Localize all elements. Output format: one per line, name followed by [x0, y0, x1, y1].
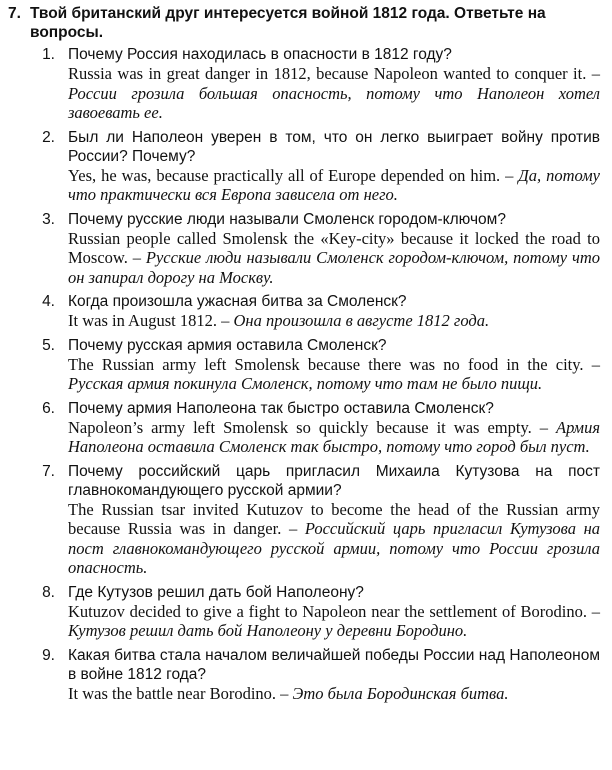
item-number: 7.	[42, 462, 55, 480]
answer-block	[68, 418, 600, 457]
question-text: Был ли Наполеон уверен в том, что он легко выиграет войну против России? Почему?	[68, 128, 600, 165]
list-item	[8, 45, 600, 123]
task-number: 7.	[8, 5, 21, 22]
translation-text: Русская армия покинула Смоленск, потому что там не было пищи.	[68, 374, 543, 393]
answer-text: It was in August 1812. –	[68, 311, 234, 330]
answer-block	[68, 64, 600, 123]
answer-text: Napoleon’s army left Smolensk so quickly because it was empty. –	[68, 417, 557, 437]
item-number: 8.	[42, 583, 55, 601]
answer-block	[68, 166, 600, 205]
task-instruction: Твой британский друг интересуется войной 1812 года. Ответьте на вопросы.	[30, 5, 546, 41]
item-number: 2.	[42, 128, 55, 146]
translation-text: Кутузов решил дать бой Наполеону у деревни Бородино.	[68, 621, 468, 640]
item-number: 9.	[42, 646, 55, 664]
translation-text: Армия Наполеона оставила Смоленск так быстро, потому что город был пуст.	[68, 417, 600, 456]
item-number: 1.	[42, 46, 55, 63]
answer-text: Yes, he was, because practically all of Europe depended on him. –	[68, 165, 519, 185]
answer-block	[68, 500, 600, 578]
answer-text: The Russian tsar invited Kutuzov to become the head of the Russian army because Russia was in danger. –	[68, 499, 600, 538]
translation-text: Она произошла в августе 1812 года.	[233, 311, 490, 330]
question-text: Почему Россия находилась в опасности в 1812 году?	[68, 46, 452, 63]
answer-block	[68, 602, 600, 641]
answer-text: The Russian army left Smolensk because there was no food in the city. –	[68, 354, 600, 374]
item-body	[68, 399, 600, 457]
item-body	[68, 292, 600, 331]
question-list	[8, 45, 600, 703]
translation-text: России грозила большая опасность, потому что Наполеон хотел завоевать ее.	[68, 83, 600, 122]
answer-text: Kutuzov decided to give a fight to Napoleon near the settlement of Borodino. –	[68, 601, 600, 621]
translation-text: Русские люди называли Смоленск городом-ключом, потому что он запирал дорогу на Москву.	[68, 248, 600, 287]
translation-text: Это была Бородинская битва.	[292, 683, 509, 703]
answer-block	[68, 311, 600, 331]
translation-text: Российский царь пригласил Кутузова на пост главнокомандующего русской армии, потому что России грозила опасность.	[68, 519, 601, 577]
list-item	[8, 292, 600, 331]
item-body	[68, 336, 600, 394]
question-text: Где Кутузов решил дать бой Наполеону?	[68, 583, 364, 601]
item-body	[68, 210, 600, 288]
list-item	[8, 210, 600, 288]
list-item	[8, 336, 600, 394]
translation-text: Да, потому что практически вся Европа зависела от него.	[68, 165, 601, 204]
answer-block	[68, 229, 600, 288]
answer-block	[68, 355, 600, 394]
list-item	[8, 646, 600, 704]
question-text: Почему русская армия оставила Смоленск?	[68, 336, 387, 354]
answer-text: Russia was in great danger in 1812, because Napoleon wanted to conquer it. –	[68, 64, 600, 83]
answer-text: It was the battle near Borodino. –	[68, 683, 293, 703]
item-body	[68, 462, 600, 578]
question-text: Почему русские люди называли Смоленск городом-ключом?	[68, 210, 506, 228]
question-text: Почему российский царь пригласил Михаила Кутузова на пост главнокомандующего русской армии?	[68, 462, 600, 499]
answer-text: Russian people called Smolensk the «Key-city» because it locked the road to Moscow. –	[68, 228, 600, 267]
item-body	[68, 45, 600, 123]
question-text: Когда произошла ужасная битва за Смоленск?	[68, 293, 407, 310]
task-header	[8, 4, 600, 42]
item-body	[68, 583, 600, 641]
item-number: 6.	[42, 399, 55, 417]
item-body	[68, 128, 600, 205]
list-item	[8, 128, 600, 205]
item-number: 5.	[42, 336, 55, 354]
item-body	[68, 646, 600, 704]
item-number: 4.	[42, 293, 55, 310]
list-item	[8, 399, 600, 457]
question-text: Какая битва стала началом величайшей победы России над Наполеоном в войне 1812 года?	[68, 646, 600, 683]
list-item	[8, 583, 600, 641]
item-number: 3.	[42, 210, 55, 228]
list-item	[8, 462, 600, 578]
question-text: Почему армия Наполеона так быстро оставила Смоленск?	[68, 399, 494, 417]
answer-block	[68, 684, 600, 704]
